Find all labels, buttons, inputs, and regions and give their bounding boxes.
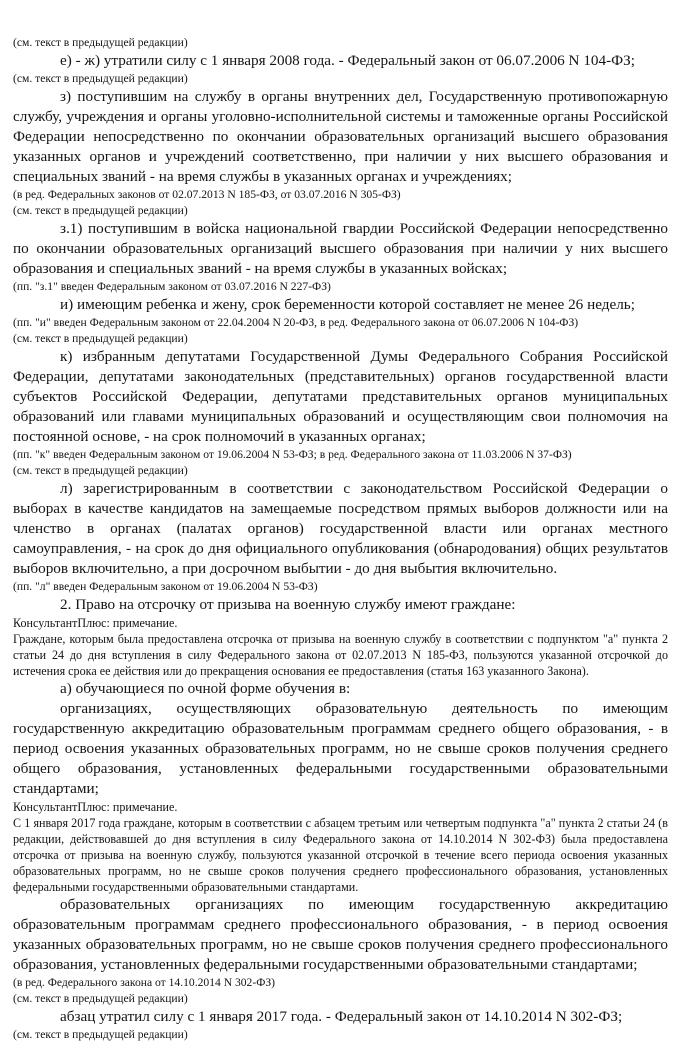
paragraph-l: л) зарегистрированным в соответствии с законодательством Российской Федерации о выборах в качестве кандидатов на замещаемые посредством прямых выборов должности или на членство в органах (палатах органов) государственной власти или органах местного самоуправления, - на срок до дня официального опубликования (обнародования) общих результатов выборов включительно, а при досрочном выбытии - до дня выбытия включительно. — [13, 480, 668, 577]
paragraph-k: к) избранным депутатами Государственной Думы Федерального Собрания Российской Федерации, депутатами законодательных (представительных) органов государственной власти субъектов Российской Федерации, депутатами представительных органов муниципальных образований или главами муниципальных образований и осуществляющим свои полномочия на постоянной основе, - на срок полномочий в указанных органах; — [13, 348, 668, 445]
prev-edition-link[interactable]: (см. текст в предыдущей редакции) — [13, 36, 188, 49]
paragraph-2: 2. Право на отсрочку от призыва на военную службу имеют граждане: — [60, 596, 516, 613]
prev-edition-link[interactable]: (см. текст в предыдущей редакции) — [13, 332, 188, 345]
consultant-note-text: Граждане, которым была предоставлена отсрочка от призыва на военную службу в соответствии с подпунктом "а" пункта 2 статьи 24 до дня вступления в силу Федерального закона от 02.07.2013 N 185-ФЗ, пользуются указанной отсрочкой до истечения срока ее действия или до прекращения основания ее предоставления (статья 163 указанного Закона). — [13, 632, 668, 678]
consultant-note-title: КонсультантПлюс: примечание. — [13, 800, 178, 814]
prev-edition-link[interactable]: (см. текст в предыдущей редакции) — [13, 464, 188, 477]
paragraph-i: и) имеющим ребенка и жену, срок беременности которой составляет не менее 26 недель; — [60, 296, 635, 313]
prev-edition-link[interactable]: (см. текст в предыдущей редакции) — [13, 1028, 188, 1041]
amendment-note: (пп. "з.1" введен Федеральным законом от 03.07.2016 N 227-ФЗ) — [13, 280, 331, 293]
paragraph-repealed: абзац утратил силу с 1 января 2017 года. - Федеральный закон от 14.10.2014 N 302-ФЗ; — [60, 1008, 623, 1025]
prev-edition-link[interactable]: (см. текст в предыдущей редакции) — [13, 204, 188, 217]
prev-edition-link[interactable]: (см. текст в предыдущей редакции) — [13, 72, 188, 85]
paragraph-z: з) поступившим на службу в органы внутренних дел, Государственную противопожарную службу, учреждения и органы уголовно-исполнительной системы и таможенные органы Российской Федерации непосредственно по окончании образовательных организаций высшего образования указанных органов и учреждений соответственно, при наличии у них высшего образования и специальных званий - на время службы в указанных органах и учреждениях; — [13, 88, 668, 185]
paragraph-a-organizations: организациях, осуществляющих образовательную деятельность по имеющим государственную аккредитацию образовательным программам среднего общего образования, - в период освоения указанных образовательных программ, но не свыше сроков получения среднего общего образования, установленных федеральными государственными образовательными стандартами; — [13, 700, 668, 797]
amendment-note: (пп. "л" введен Федеральным законом от 19.06.2004 N 53-ФЗ) — [13, 580, 318, 593]
amendment-note: (в ред. Федерального закона от 14.10.2014 N 302-ФЗ) — [13, 976, 276, 989]
paragraph-a-educational-orgs: образовательных организациях по имеющим государственную аккредитацию образовательным программам среднего профессионального образования, - в период освоения указанных образовательных программ, но не свыше сроков получения среднего профессионального образования, установленных федеральными государственными образовательными стандартами; — [13, 896, 668, 973]
amendment-note: (пп. "к" введен Федеральным законом от 19.06.2004 N 53-ФЗ; в ред. Федерального закона от 11.03.2006 N 37-ФЗ) — [13, 448, 572, 461]
prev-edition-link[interactable]: (см. текст в предыдущей редакции) — [13, 992, 188, 1005]
consultant-note-text: С 1 января 2017 года граждане, которым в соответствии с абзацем третьим или четвертым подпункта "а" пункта 2 статьи 24 (в редакции, действовавшей до дня вступления в силу Федерального закона от 14.10.2014 N 302-ФЗ) была предоставлена отсрочка от призыва на военную службу, пользуются указанной отсрочкой в течение всего периода освоения указанных образовательных программ, но не свыше сроков получения среднего профессионального образования, установленных федеральными государственными образовательными стандартами. — [13, 816, 668, 894]
amendment-note: (пп. "и" введен Федеральным законом от 22.04.2004 N 20-ФЗ, в ред. Федерального закона от 06.07.2006 N 104-ФЗ) — [13, 316, 579, 329]
consultant-note-title: КонсультантПлюс: примечание. — [13, 616, 178, 630]
paragraph-e-zh: е) - ж) утратили силу с 1 января 2008 года. - Федеральный закон от 06.07.2006 N 104-ФЗ; — [60, 52, 635, 69]
amendment-note: (в ред. Федеральных законов от 02.07.2013 N 185-ФЗ, от 03.07.2016 N 305-ФЗ) — [13, 188, 401, 201]
paragraph-a: а) обучающиеся по очной форме обучения в: — [60, 680, 351, 697]
paragraph-z1: з.1) поступившим в войска национальной гвардии Российской Федерации непосредственно по окончании образовательных организаций высшего образования при наличии у них высшего образования и специальных званий - на время службы в указанных войсках; — [13, 220, 668, 277]
